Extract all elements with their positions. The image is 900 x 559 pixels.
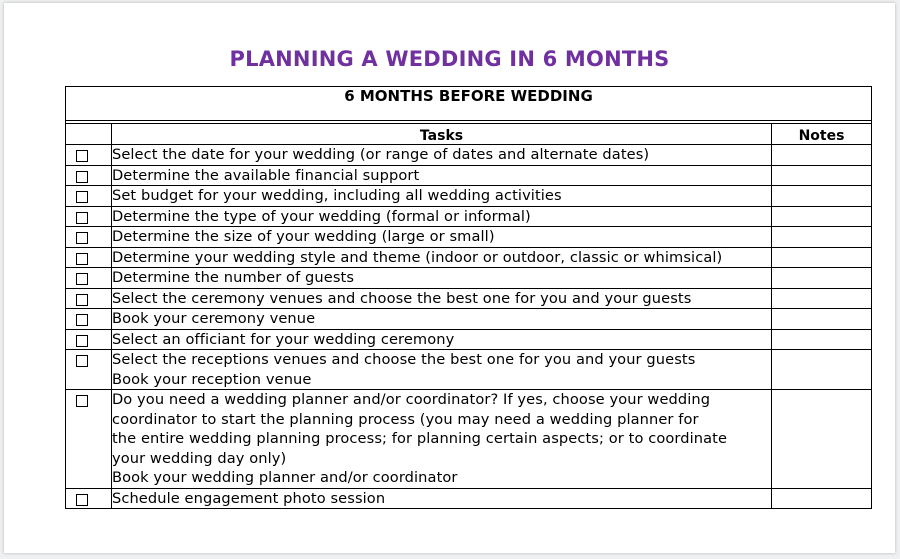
checklist-table bbox=[65, 86, 872, 509]
checkbox-cell bbox=[66, 309, 112, 330]
task-text: Determine the number of guests bbox=[111, 269, 355, 286]
task-text: Book your ceremony venue bbox=[111, 310, 316, 327]
checkbox-cell bbox=[66, 390, 112, 489]
task-row bbox=[66, 165, 872, 186]
notes-cell[interactable] bbox=[772, 268, 872, 289]
task-checkbox[interactable] bbox=[76, 212, 88, 224]
task-cell bbox=[111, 227, 771, 248]
task-cell bbox=[111, 186, 771, 207]
section-heading: 6 MONTHS BEFORE WEDDING bbox=[66, 87, 872, 121]
checkbox-cell bbox=[66, 165, 112, 186]
task-checkbox[interactable] bbox=[76, 335, 88, 347]
task-row bbox=[66, 350, 872, 390]
task-checkbox[interactable] bbox=[76, 171, 88, 183]
checkbox-cell bbox=[66, 350, 112, 390]
task-cell bbox=[111, 145, 771, 166]
task-row bbox=[66, 186, 872, 207]
checkbox-cell bbox=[66, 206, 112, 227]
notes-cell[interactable] bbox=[772, 288, 872, 309]
task-text: the entire wedding planning process; for planning certain aspects; or to coordinate bbox=[111, 430, 728, 447]
task-text: Select the date for your wedding (or range of dates and alternate dates) bbox=[111, 146, 650, 163]
checkbox-cell bbox=[66, 145, 112, 166]
notes-cell[interactable] bbox=[772, 206, 872, 227]
tasks-column-header: Tasks bbox=[111, 124, 771, 145]
document-title: PLANNING A WEDDING IN 6 MONTHS bbox=[229, 47, 670, 71]
checkbox-cell bbox=[66, 227, 112, 248]
task-cell bbox=[111, 247, 771, 268]
notes-cell[interactable] bbox=[772, 350, 872, 390]
notes-column-header: Notes bbox=[772, 124, 872, 145]
task-cell bbox=[111, 309, 771, 330]
notes-cell[interactable] bbox=[772, 390, 872, 489]
task-text: coordinator to start the planning process (you may need a wedding planner for bbox=[111, 410, 699, 428]
task-checkbox[interactable] bbox=[76, 232, 88, 244]
task-cell bbox=[111, 390, 771, 489]
task-row bbox=[66, 309, 872, 330]
checkbox-cell bbox=[66, 186, 112, 207]
task-text: Select the receptions venues and choose the best one for you and your guests bbox=[111, 351, 696, 368]
task-checkbox[interactable] bbox=[76, 294, 88, 306]
notes-cell[interactable] bbox=[772, 247, 872, 268]
document-page bbox=[4, 3, 895, 553]
task-cell bbox=[111, 329, 771, 350]
task-checkbox[interactable] bbox=[76, 150, 88, 162]
task-cell bbox=[111, 206, 771, 227]
task-text: Book your reception venue bbox=[111, 370, 312, 388]
checkbox-cell bbox=[66, 268, 112, 289]
task-row bbox=[66, 390, 872, 489]
notes-cell[interactable] bbox=[772, 186, 872, 207]
checkbox-column-header bbox=[66, 124, 112, 145]
task-checkbox[interactable] bbox=[76, 355, 88, 367]
task-text: Do you need a wedding planner and/or coordinator? If yes, choose your wedding bbox=[111, 391, 711, 408]
task-row bbox=[66, 247, 872, 268]
task-cell bbox=[111, 268, 771, 289]
notes-cell[interactable] bbox=[772, 329, 872, 350]
task-checkbox[interactable] bbox=[76, 494, 88, 506]
notes-cell[interactable] bbox=[772, 227, 872, 248]
notes-cell[interactable] bbox=[772, 145, 872, 166]
task-cell bbox=[111, 288, 771, 309]
notes-cell[interactable] bbox=[772, 488, 872, 509]
task-cell bbox=[111, 350, 771, 390]
task-text: Determine your wedding style and theme (indoor or outdoor, classic or whimsical) bbox=[111, 248, 723, 266]
task-row bbox=[66, 329, 872, 350]
task-text: Select the ceremony venues and choose the best one for you and your guests bbox=[111, 289, 692, 307]
task-checkbox[interactable] bbox=[76, 314, 88, 326]
task-checkbox[interactable] bbox=[76, 273, 88, 285]
task-text: Schedule engagement photo session bbox=[111, 489, 386, 507]
task-text: Select an officiant for your wedding ceremony bbox=[111, 330, 455, 348]
task-text: Determine the size of your wedding (large or small) bbox=[111, 228, 495, 245]
task-row bbox=[66, 288, 872, 309]
task-row bbox=[66, 227, 872, 248]
task-checkbox[interactable] bbox=[76, 253, 88, 265]
task-checkbox[interactable] bbox=[76, 395, 88, 407]
task-text: Determine the available financial support bbox=[111, 166, 420, 184]
checkbox-cell bbox=[66, 247, 112, 268]
column-header-row bbox=[66, 124, 872, 145]
section-heading-row bbox=[66, 87, 872, 121]
task-cell bbox=[111, 165, 771, 186]
checkbox-cell bbox=[66, 329, 112, 350]
task-text: Set budget for your wedding, including all wedding activities bbox=[111, 187, 562, 204]
checkbox-cell bbox=[66, 488, 112, 509]
notes-cell[interactable] bbox=[772, 165, 872, 186]
task-checkbox[interactable] bbox=[76, 191, 88, 203]
task-text: Book your wedding planner and/or coordinator bbox=[111, 469, 458, 486]
task-row bbox=[66, 268, 872, 289]
task-text: Determine the type of your wedding (formal or informal) bbox=[111, 207, 531, 225]
task-row bbox=[66, 206, 872, 227]
task-text: your wedding day only) bbox=[111, 449, 287, 467]
task-row bbox=[66, 488, 872, 509]
task-row bbox=[66, 145, 872, 166]
notes-cell[interactable] bbox=[772, 309, 872, 330]
task-cell bbox=[111, 488, 771, 509]
checkbox-cell bbox=[66, 288, 112, 309]
